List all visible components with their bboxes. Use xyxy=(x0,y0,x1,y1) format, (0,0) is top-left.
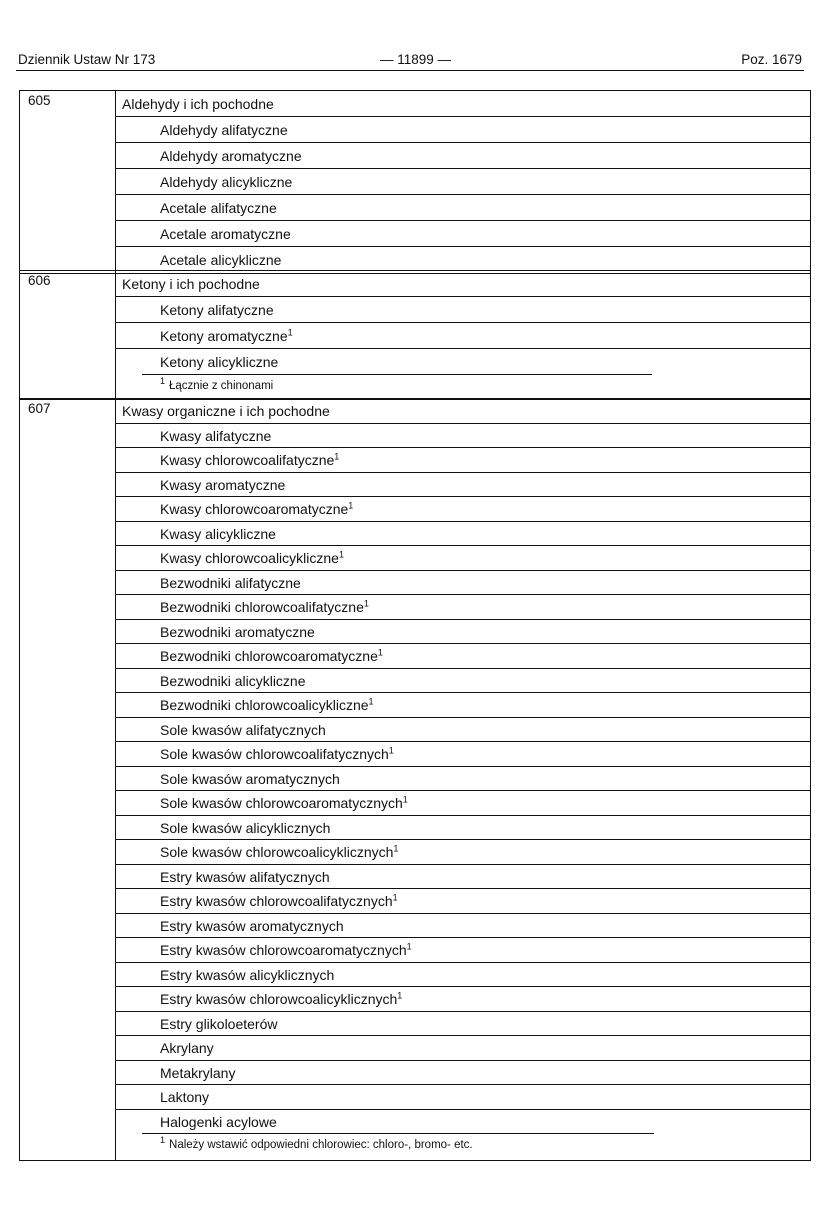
table-row xyxy=(116,889,810,914)
footnote-text: Należy wstawić odpowiedni chlorowiec: chloro-, bromo- etc. xyxy=(169,1139,473,1151)
row-label: Bezwodniki alifatyczne xyxy=(160,574,301,591)
footnote-marker: 1 xyxy=(368,696,374,707)
row-label: Aldehydy alifatyczne xyxy=(160,122,288,138)
row-label: Estry kwasów chlorowcoalicyklicznych xyxy=(160,991,398,1007)
footnote xyxy=(160,376,274,392)
row-label: Estry kwasów chlorowcoaromatycznych xyxy=(160,942,407,958)
row-label: Estry kwasów alifatycznych xyxy=(160,868,330,885)
table-row xyxy=(116,448,810,473)
table-row xyxy=(116,546,810,571)
table-row xyxy=(116,718,810,743)
table-row xyxy=(116,693,810,718)
row-label: Kwasy alicykliczne xyxy=(160,525,276,542)
footnote-marker: 1 xyxy=(402,794,408,805)
table-row xyxy=(116,143,810,169)
table-row xyxy=(116,816,810,841)
row-label: Estry kwasów aromatycznych xyxy=(160,917,344,934)
group-title: Ketony i ich pochodne xyxy=(116,271,810,297)
row-label: Kwasy chlorowcoalicykliczne xyxy=(160,550,339,566)
row-label: Kwasy chlorowcoalifatyczne xyxy=(160,452,335,468)
row-label: Estry kwasów alicyklicznych xyxy=(160,966,335,983)
footnote-marker: 1 xyxy=(348,500,354,511)
group-rows xyxy=(116,271,810,375)
group-title: Kwasy organiczne i ich pochodne xyxy=(116,399,810,424)
table-row xyxy=(116,644,810,669)
footnote-marker: 1 xyxy=(287,327,293,338)
row-label: Ketony alicykliczne xyxy=(160,354,279,370)
table-row xyxy=(116,963,810,988)
row-label: Ketony aromatyczne xyxy=(160,328,288,344)
table-row xyxy=(116,169,810,195)
table-row xyxy=(116,349,810,375)
header-position: Poz. 1679 xyxy=(741,52,802,67)
row-label: Estry glikoloeterów xyxy=(160,1015,278,1032)
row-label: Ketony alifatyczne xyxy=(160,302,274,318)
table-row xyxy=(116,323,810,349)
row-label: Sole kwasów chlorowcoaromatycznych xyxy=(160,795,403,811)
group-rows xyxy=(116,91,810,273)
group-0 xyxy=(19,90,811,274)
footnote-marker: 1 xyxy=(392,892,398,903)
header-page-number: — 11899 — xyxy=(379,52,452,67)
table-row xyxy=(116,571,810,596)
row-label: Sole kwasów aromatycznych xyxy=(160,770,340,787)
table-row xyxy=(116,669,810,694)
table-row xyxy=(116,221,810,247)
footnote-mark: 1 xyxy=(160,1135,166,1146)
header-left: Dziennik Ustaw Nr 173 xyxy=(18,52,156,67)
table-row xyxy=(116,195,810,221)
row-label: Bezwodniki alicykliczne xyxy=(160,672,306,689)
row-label: Acetale alicykliczne xyxy=(160,252,282,268)
row-label: Kwasy chlorowcoaromatyczne xyxy=(160,501,349,517)
table-row xyxy=(116,791,810,816)
group-code: 606 xyxy=(20,271,116,399)
table-row xyxy=(116,767,810,792)
row-label: Bezwodniki aromatyczne xyxy=(160,623,315,640)
row-label: Acetale alifatyczne xyxy=(160,200,277,216)
footnote-marker: 1 xyxy=(393,843,399,854)
table-row xyxy=(116,297,810,323)
table-row xyxy=(116,117,810,143)
footnote-marker: 1 xyxy=(377,647,383,658)
footnote-text: Łącznie z chinonami xyxy=(169,380,274,392)
table-row xyxy=(116,497,810,522)
row-label: Kwasy aromatyczne xyxy=(160,476,286,493)
row-label: Kwasy alifatyczne xyxy=(160,427,272,444)
footnote-mark: 1 xyxy=(160,376,166,387)
footnote xyxy=(160,1135,473,1151)
row-label: Sole kwasów chlorowcoalicyklicznych xyxy=(160,844,394,860)
row-label: Aldehydy alicykliczne xyxy=(160,174,293,190)
row-label: Halogenki acylowe xyxy=(160,1113,277,1130)
row-label: Sole kwasów alicyklicznych xyxy=(160,819,331,836)
footnote-marker: 1 xyxy=(406,941,412,952)
row-label: Metakrylany xyxy=(160,1064,236,1081)
row-label: Bezwodniki chlorowcoalicykliczne xyxy=(160,697,369,713)
footnote-rule xyxy=(142,1133,654,1134)
row-label: Acetale aromatyczne xyxy=(160,226,291,242)
table-row xyxy=(116,987,810,1012)
row-label: Sole kwasów chlorowcoalifatycznych xyxy=(160,746,389,762)
group-1 xyxy=(19,270,811,400)
group-code: 605 xyxy=(20,91,116,273)
group-rows xyxy=(116,399,810,1134)
row-label: Estry kwasów chlorowcoalifatycznych xyxy=(160,893,393,909)
table-row xyxy=(116,1012,810,1037)
group-2 xyxy=(19,398,811,1161)
table-row xyxy=(116,620,810,645)
footnote-marker: 1 xyxy=(334,451,340,462)
row-label: Aldehydy aromatyczne xyxy=(160,148,302,164)
footnote-rule xyxy=(142,374,652,375)
table-row xyxy=(116,840,810,865)
footnote-marker: 1 xyxy=(363,598,369,609)
footnote-marker: 1 xyxy=(397,990,403,1001)
table-row xyxy=(116,865,810,890)
table-row xyxy=(116,1110,810,1135)
table-row xyxy=(116,914,810,939)
table-row xyxy=(116,1036,810,1061)
footnote-marker: 1 xyxy=(338,549,344,560)
row-label: Akrylany xyxy=(160,1040,214,1056)
footnote-marker: 1 xyxy=(388,745,394,756)
table-row xyxy=(116,522,810,547)
row-label: Laktony xyxy=(160,1089,210,1105)
table-row xyxy=(116,473,810,498)
table-row xyxy=(116,938,810,963)
table-row xyxy=(116,1085,810,1110)
table-row xyxy=(116,595,810,620)
header-rule xyxy=(16,70,804,71)
group-code: 607 xyxy=(20,399,116,1160)
row-label: Bezwodniki chlorowcoaromatyczne xyxy=(160,648,378,664)
row-label: Sole kwasów alifatycznych xyxy=(160,721,326,738)
table-row xyxy=(116,742,810,767)
table-row xyxy=(116,424,810,449)
row-label: Bezwodniki chlorowcoalifatyczne xyxy=(160,599,364,615)
group-title: Aldehydy i ich pochodne xyxy=(116,91,810,117)
table-row xyxy=(116,1061,810,1086)
